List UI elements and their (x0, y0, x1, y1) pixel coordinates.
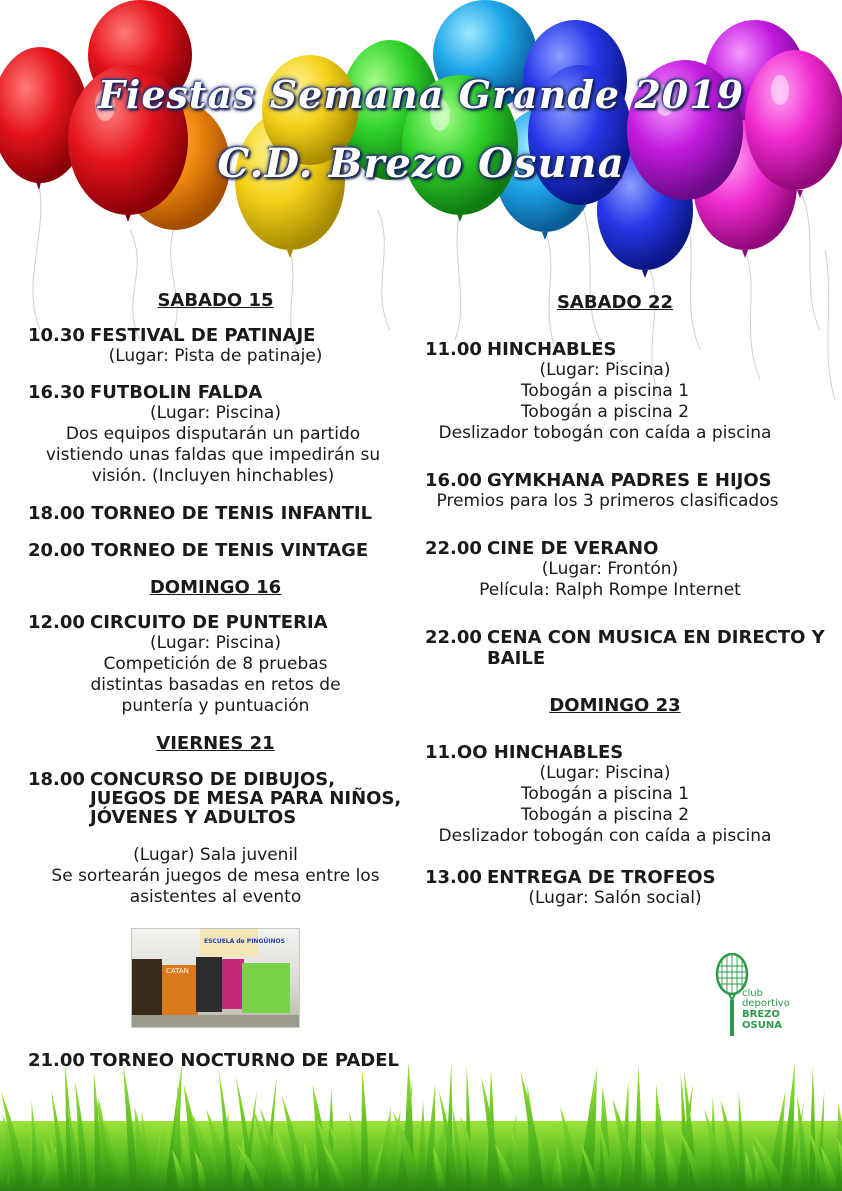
event-detail: Deslizador tobogán con caída a piscina (438, 423, 772, 443)
event-place: (Lugar: Piscina) (150, 633, 281, 653)
event-title: HINCHABLES (487, 339, 617, 360)
event-title: GYMKHANA PADRES E HIJOS (487, 470, 772, 491)
event-place: (Lugar: Pista de patinaje) (108, 346, 323, 366)
event-detail: Tobogán a piscina 2 (520, 402, 690, 422)
event-detail: Tobogán a piscina 2 (520, 805, 690, 825)
event-title: CIRCUITO DE PUNTERIA (90, 612, 328, 633)
day-heading-sabado-22: SABADO 22 (556, 292, 674, 313)
event-circuito-punteria (28, 612, 403, 717)
event-time: 16.30 (28, 382, 85, 403)
logo-text: OSUNA (742, 1020, 782, 1031)
event-title: CENA CON MUSICA EN DIRECTO Y BAILE (487, 627, 825, 669)
event-time: 18.00 (28, 769, 85, 790)
event-concurso-dibujos (28, 770, 403, 908)
event-title: CINE DE VERANO (487, 538, 659, 559)
poster-title-line2: C.D. Brezo Osuna (217, 140, 625, 187)
board-games-photo (131, 928, 300, 1028)
event-tenis-infantil (28, 503, 403, 524)
event-place: (Lugar: Frontón) (541, 559, 679, 579)
event-description: Película: Ralph Rompe Internet (479, 580, 741, 600)
event-cine-verano (425, 538, 825, 601)
event-title: 18.00 TORNEO DE TENIS INFANTIL (28, 503, 373, 524)
day-heading-domingo-16: DOMINGO 16 (149, 577, 282, 598)
event-description: Competición de 8 pruebas distintas basadas en retos de puntería y puntuación (90, 654, 341, 716)
board-games-photo-art (132, 929, 299, 1027)
event-title: CONCURSO DE DIBUJOS, JUEGOS DE MESA PARA NIÑOS, JÓVENES Y ADULTOS (90, 769, 402, 828)
event-time: 16.00 (425, 470, 482, 491)
event-tenis-vintage (28, 540, 403, 561)
event-title: 11.OO HINCHABLES (425, 742, 624, 763)
event-detail: Deslizador tobogán con caída a piscina (438, 826, 772, 846)
day-heading-sabado-15: SABADO 15 (157, 290, 274, 311)
game-box-label: CATAN (166, 967, 189, 975)
grass-illustration (0, 1041, 842, 1191)
event-time: 13.00 (425, 867, 482, 888)
left-schedule-column (28, 290, 403, 1071)
event-title: 20.00 TORNEO DE TENIS VINTAGE (28, 540, 369, 561)
event-description: Se sortearán juegos de mesa entre los asistentes al evento (51, 866, 380, 907)
right-schedule-column (425, 292, 825, 909)
event-time: 21.00 (28, 1050, 85, 1071)
event-title: FUTBOLIN FALDA (90, 382, 263, 403)
event-description: Premios para los 3 primeros clasificados (436, 491, 779, 511)
event-place: (Lugar) Sala juvenil (133, 845, 298, 865)
day-heading-domingo-23: DOMINGO 23 (549, 695, 681, 716)
event-time: 11.00 (425, 339, 482, 360)
event-time: 22.00 (425, 627, 482, 648)
event-hinchables-sabado (425, 339, 825, 444)
logo-text: BREZO (742, 1009, 780, 1020)
event-futbolin-falda (28, 382, 403, 487)
event-gymkhana (425, 470, 825, 512)
event-entrega-trofeos (425, 867, 825, 909)
event-title: FESTIVAL DE PATINAJE (90, 325, 316, 346)
game-box-label: ESCUELA de PINGÜINOS (204, 938, 285, 945)
event-festival-patinaje (28, 325, 403, 367)
logo-text: club (742, 988, 763, 999)
event-detail: Tobogán a piscina 1 (520, 784, 690, 804)
poster-title-line1: Fiestas Semana Grande 2019 (97, 72, 745, 117)
event-title: ENTREGA DE TROFEOS (487, 867, 716, 888)
logo-text: deportivo (742, 998, 790, 1009)
club-logo (712, 952, 792, 1042)
event-place: (Lugar: Piscina) (539, 360, 671, 380)
event-place: (Lugar: Piscina) (150, 403, 281, 423)
day-heading-viernes-21: VIERNES 21 (156, 733, 275, 754)
event-time: 12.00 (28, 612, 85, 633)
event-time: 10.30 (28, 325, 85, 346)
event-description: Dos equipos disputarán un partido vistiendo unas faldas que impedirán su visión. (Incluyen hinchables) (45, 424, 381, 486)
event-place: (Lugar: Piscina) (539, 763, 671, 783)
event-cena-musica (425, 627, 825, 669)
event-detail: Tobogán a piscina 1 (520, 381, 690, 401)
event-title: TORNEO NOCTURNO DE PADEL (90, 1050, 400, 1071)
event-hinchables-domingo (425, 742, 825, 847)
event-time: 22.00 (425, 538, 482, 559)
event-place: (Lugar: Salón social) (528, 888, 702, 908)
